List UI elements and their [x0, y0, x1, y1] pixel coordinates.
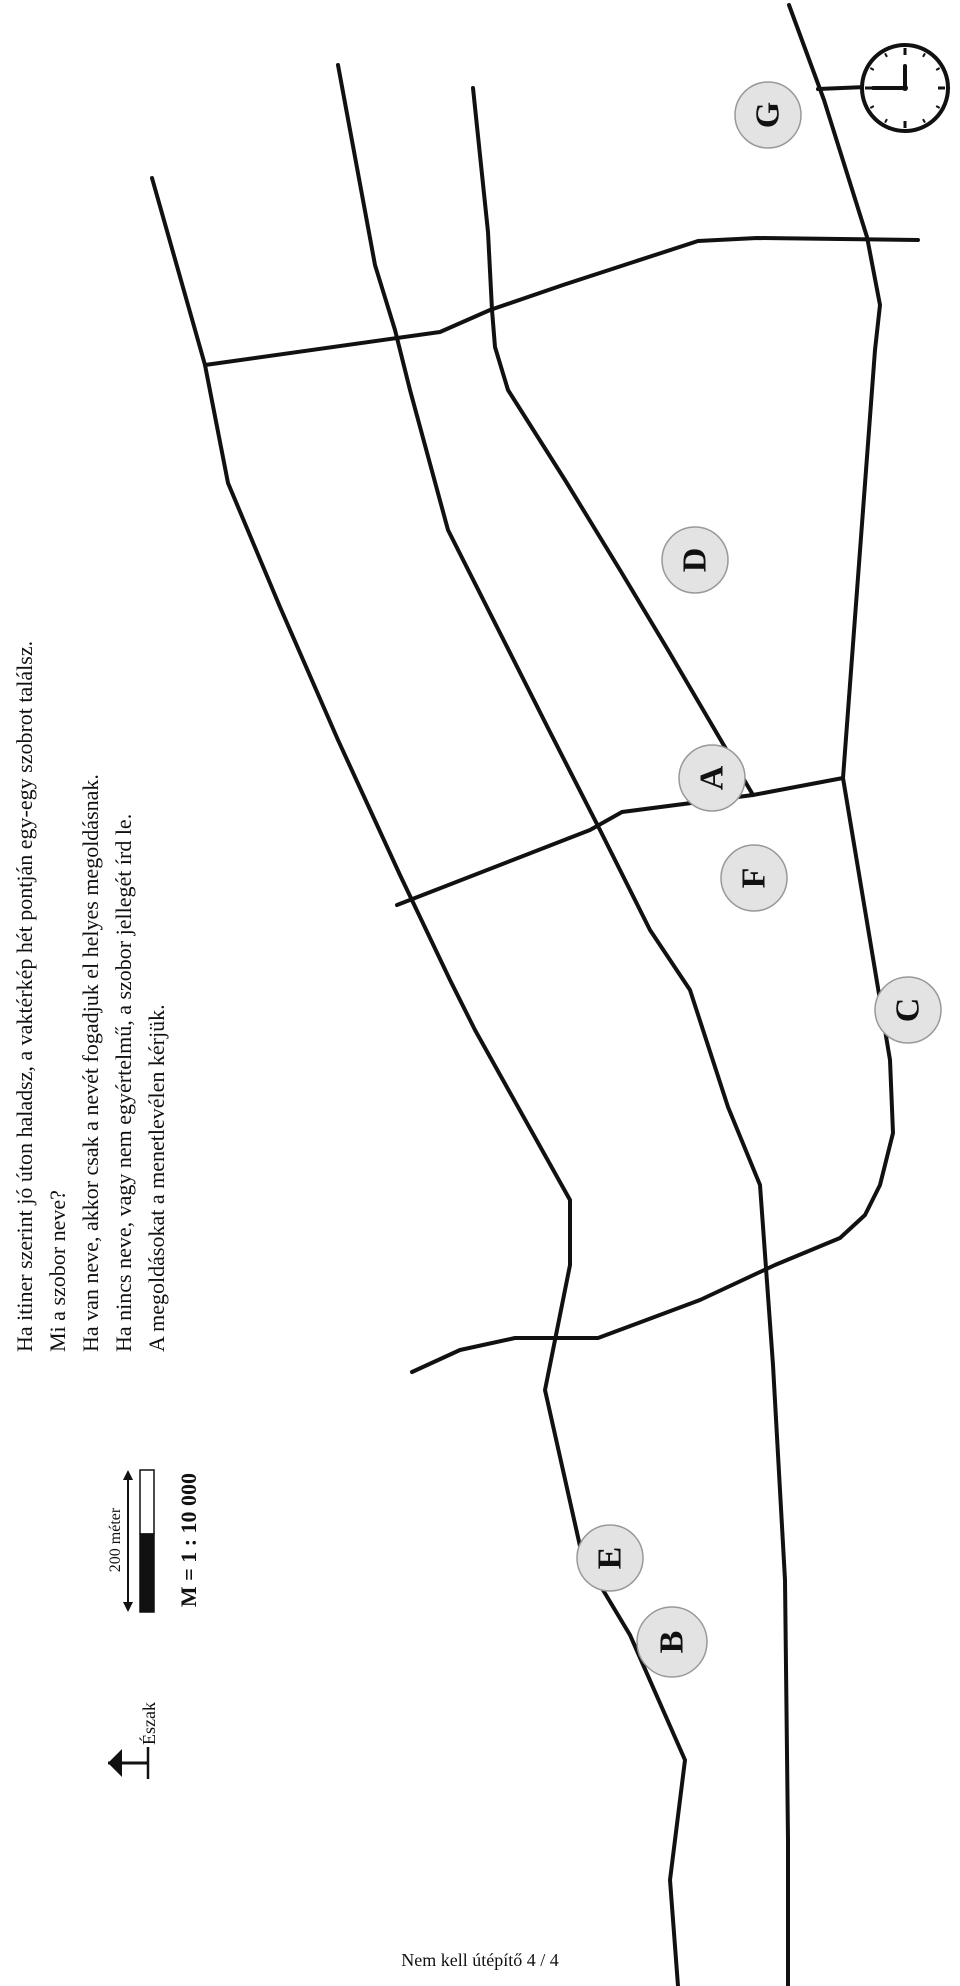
marker-e — [577, 1525, 643, 1591]
roads — [152, 5, 918, 1986]
road-inner — [473, 88, 753, 795]
instruction-line-2: Mi a szobor neve? — [45, 1190, 70, 1352]
marker-g — [735, 82, 801, 148]
clock-icon — [862, 45, 948, 131]
marker-c — [875, 977, 941, 1043]
page-footer: Nem kell útépítő 4 / 4 — [401, 1950, 559, 1970]
road-west — [152, 178, 685, 1986]
instructions-text — [8, 641, 173, 1352]
north-label: Észak — [139, 1702, 159, 1745]
instruction-line-3: Ha van neve, akkor csak a nevét fogadjuk el helyes megoldásnak. — [78, 774, 103, 1352]
marker-b — [637, 1607, 707, 1677]
instruction-line-4: Ha nincs neve, vagy nem egyértelmű, a szobor jellegét írd le. — [111, 813, 136, 1352]
marker-c-label: C — [889, 997, 927, 1023]
marker-g-label: G — [749, 101, 787, 129]
road-middle — [338, 65, 788, 1986]
instruction-line-5: A megoldásokat a menetlevélen kérjük. — [144, 1004, 169, 1352]
scale-bar — [123, 1470, 154, 1612]
marker-d — [662, 527, 728, 593]
marker-b-label: B — [653, 1630, 691, 1654]
clock-connector — [818, 87, 866, 89]
marker-a-label: A — [693, 765, 731, 791]
marker-d-label: D — [676, 547, 714, 573]
scale-distance-label: 200 méter — [107, 1507, 124, 1573]
cross-road-north — [205, 238, 918, 365]
instruction-line-1: Ha itiner szerint jó úton haladsz, a vaktérkép hét pontján egy-egy szobrot találsz. — [12, 640, 37, 1352]
marker-f-label: F — [735, 867, 773, 889]
scale-ratio-label: M = 1 : 10 000 — [176, 1472, 201, 1608]
north-arrow-icon — [108, 1747, 148, 1779]
marker-f — [721, 845, 787, 911]
marker-a — [679, 745, 745, 811]
marker-e-label: E — [591, 1546, 629, 1570]
